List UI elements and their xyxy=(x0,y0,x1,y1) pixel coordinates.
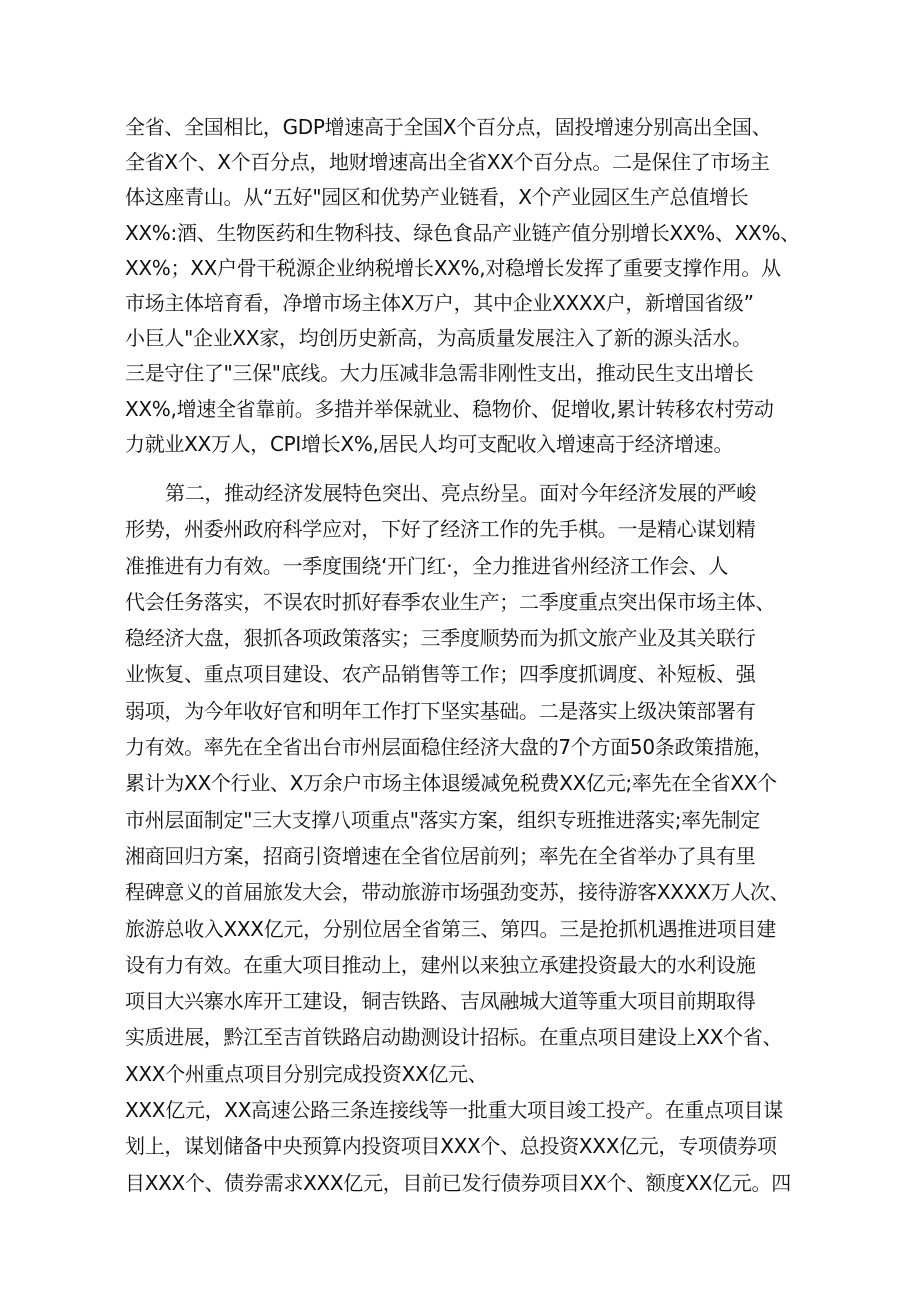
text-line: XXX个州重点项目分别完成投资XX亿元、 xyxy=(125,1061,488,1086)
text-line: 市场主体培育看，净增市场主体X万户，其中企业XXXX户，新增国省级” xyxy=(125,290,754,315)
text-line: 旅游总收入XXX亿元，分别位居全省第三、第四。三是抢抓机遇推进项目建 xyxy=(125,916,776,941)
text-line: 小巨人"企业XX家，均创历史新高，为高质量发展注入了新的源头活水。 xyxy=(125,326,752,351)
text-line: XXX亿元，XX高速公路三条连接线等一批重大项目竣工投产。在重点项目谋 xyxy=(125,1098,784,1123)
text-line: 程碑意义的首届旅发大会，带动旅游市场强劲变苏，接待游客XXXX万人次、 xyxy=(125,880,790,905)
text-line: 目XXX个、债券需求XXX亿元，目前已发行债券项目XX个、额度XX亿元。四 xyxy=(125,1170,791,1195)
text-line: 项目大兴寨水库开工建设，铜吉铁路、吉凤融城大道等重大项目前期取得 xyxy=(125,989,756,1014)
text-line: 业恢复、重点项目建设、农产品销售等工作；四季度抓调度、补短板、强 xyxy=(125,662,756,687)
text-line: 设有力有效。在重大项目推动上，建州以来独立承建投资最大的水利设施 xyxy=(125,952,756,977)
text-line: XX%；XX户骨干税源企业纳税增长XX%,对稳增长发挥了重要支撑作用。从 xyxy=(125,255,781,280)
text-line: 体这座青山。从“五好"园区和优势产业链看，X个产业园区生产总值增长 xyxy=(125,185,749,210)
text-line: 形势，州委州政府科学应对，下好了经济工作的先手棋。一是精心谋划精 xyxy=(125,517,756,542)
text-line: 划上，谋划储备中央预算内投资项目XXX个、总投资XXX亿元，专项债券项 xyxy=(125,1134,777,1159)
text-line: 力有效。率先在全省出台市州层面稳住经济大盘的7个方面50条政策措施， xyxy=(125,735,773,760)
text-line: XX%:酒、生物医药和生物科技、绿色食品产业链产值分别增长XX%、XX%、 xyxy=(125,220,800,245)
paragraph-2 xyxy=(125,475,805,1201)
text-line: 代会任务落实，不误农时抓好春季农业生产；二季度重点突出保市场主体、 xyxy=(125,589,776,614)
text-line: 第二，推动经济发展特色突出、亮点纷呈。面对今年经济发展的严峻 xyxy=(165,481,756,505)
text-line: 三是守住了"三保"底线。大力压减非急需非刚性支出，推动民生支出增长 xyxy=(125,361,754,386)
paragraph-1 xyxy=(125,110,805,462)
text-line: 力就业XX万人，CPI增长X%,居民人均可支配收入增速高于经济增速。 xyxy=(125,431,734,456)
text-line: 稳经济大盘，狠抓各项政策落实；三季度顺势而为抓文旅产业及其关联行 xyxy=(125,626,756,651)
text-line: 市州层面制定"三大支撑八项重点"落实方案，组织专班推进落实;率先制定 xyxy=(125,807,760,832)
text-line: 湘商回归方案，招商引资增速在全省位居前列；率先在全省举办了具有里 xyxy=(125,843,756,868)
text-line: 弱项，为今年收好官和明年工作打下坚实基础。二是落实上级决策部署有 xyxy=(125,698,756,723)
text-line: 实质进展，黔江至吉首铁路启动勘测设计招标。在重点项目建设上XX个省、 xyxy=(125,1025,783,1050)
text-line: 准推进有力有效。一季度围绕‘开门红·，全力推进省州经济工作会、人 xyxy=(125,553,729,578)
text-line: 累计为XX个行业、X万余户市场主体退缓减免税费XX亿元;率先在全省XX个 xyxy=(125,771,777,796)
text-line: 全省、全国相比，GDP增速高于全国X个百分点，固投增速分别高出全国、 xyxy=(125,115,772,139)
text-line: 全省X个、X个百分点，地财增速高出全省XX个百分点。二是保住了市场主 xyxy=(125,150,770,175)
text-line: XX%,增速全省靠前。多措并举保就业、稳物价、促增收,累计转移农村劳动 xyxy=(125,396,774,421)
